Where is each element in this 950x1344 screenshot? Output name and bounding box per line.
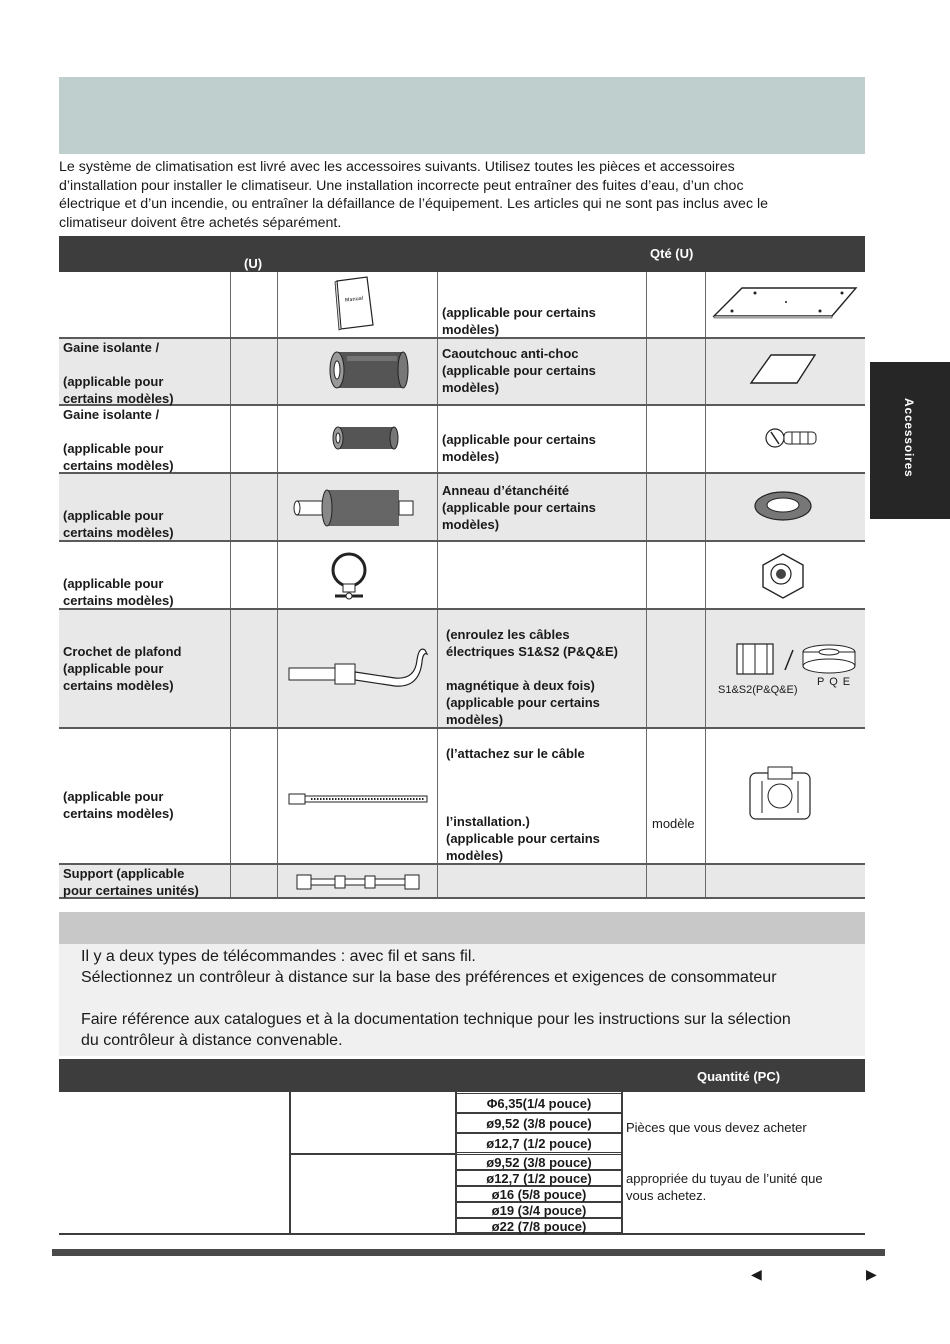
- accessory-row: [59, 406, 865, 474]
- next-page-icon[interactable]: ▶: [866, 1266, 877, 1282]
- anchor-screw-icon: [761, 420, 831, 461]
- ceiling-hook-icon: [285, 640, 435, 705]
- intro-line: Le système de climatisation est livré avec les accessoires suivants. Utilisez toutes les pièces et accessoires: [59, 159, 735, 175]
- ferrite-core-icon: [742, 763, 818, 832]
- remote-line: du contrôleur à distance convenable.: [81, 1032, 343, 1049]
- rubber-pad-icon: [749, 353, 819, 392]
- header-quantity: Quantité (PC): [697, 1069, 781, 1084]
- side-tab-accessoires[interactable]: [870, 362, 950, 519]
- remote-line: Sélectionnez un contrôleur à distance sur la base des préférences et exigences de consommateur: [81, 969, 777, 986]
- remote-text: [81, 946, 871, 1051]
- side-tab-label: Accessoires: [902, 398, 916, 478]
- ring-label-pqe: P Q E: [817, 676, 852, 688]
- accessory-row: [59, 542, 865, 610]
- pipe-size-cell: Φ6,35(1/4 pouce): [456, 1093, 622, 1113]
- support-rod-icon: [295, 871, 421, 898]
- header-qty: Qté (U): [650, 246, 694, 261]
- left-item-text: Gaine isolante / (applicable pour certains modèles): [63, 407, 174, 473]
- manual-label: Manual: [344, 295, 364, 304]
- left-item-text: Crochet de plafond (applicable pour certains modèles): [63, 644, 182, 693]
- pipe-table: [59, 1092, 865, 1235]
- intro-paragraph: [59, 158, 865, 232]
- left-item-text: (applicable pour certains modèles): [63, 576, 174, 608]
- ring-label-s1s2: S1&S2(P&Q&E): [718, 684, 798, 696]
- accessory-row: [59, 272, 865, 339]
- pipe-size-cell: ø9,52 (3/8 pouce): [456, 1154, 622, 1170]
- flare-nut-icon: [759, 552, 807, 605]
- left-item-text: (applicable pour certains modèles): [63, 789, 174, 821]
- accessory-row: [59, 339, 865, 406]
- remote-section-band: [59, 912, 865, 944]
- pipe-size-cell: ø12,7 (1/2 pouce): [456, 1170, 622, 1186]
- right-item-text: (enroulez les câbles électriques S1&S2 (P&Q&E) magnétique à deux fois) (applicable pour certains modèles): [446, 627, 618, 727]
- intro-line: d’installation pour installer le climatiseur. Une installation incorrecte peut entraîner des fuites d’eau, d’un choc: [59, 177, 744, 194]
- right-item-text: (l’attachez sur le câble l’installation.) (applicable pour certains modèles): [446, 746, 600, 863]
- section-title-band: [59, 77, 865, 154]
- footer-rule: [52, 1249, 885, 1256]
- accessory-row: [59, 474, 865, 542]
- qty-right-text: modèle: [652, 816, 695, 831]
- drain-joint-icon: [291, 484, 421, 537]
- accessory-row: [59, 865, 865, 899]
- cable-tie-icon: [287, 791, 431, 812]
- right-item-text: Anneau d’étanchéité (applicable pour certains modèles): [442, 483, 596, 532]
- intro-line: électrique et d’un incendie, ou entraîner la défaillance de l’équipement. Les articles qui ne sont pas inclus avec le: [59, 196, 769, 213]
- insulation-sheath-small-icon: [330, 424, 402, 459]
- pipe-size-cell: ø9,52 (3/8 pouce): [456, 1113, 622, 1133]
- pipe-size-cell: ø19 (3/4 pouce): [456, 1202, 622, 1218]
- remote-line: Faire référence aux catalogues et à la documentation technique pour les instructions sur la sélection: [81, 1011, 791, 1028]
- pipe-size-cell: ø12,7 (1/2 pouce): [456, 1133, 622, 1153]
- insulation-sheath-large-icon: [327, 348, 411, 397]
- right-item-text: (applicable pour certains modèles): [442, 432, 596, 464]
- accessory-row: [59, 610, 865, 729]
- pipe-note-purchase: Pièces que vous devez acheter: [626, 1120, 807, 1135]
- pipe-note-size: appropriée du tuyau de l’unité que vous achetez.: [626, 1171, 823, 1203]
- left-item-text: Support (applicable pour certaines unités): [63, 866, 199, 898]
- pipe-size-cell: ø22 (7/8 pouce): [456, 1218, 622, 1233]
- right-item-text: Caoutchouc anti-choc (applicable pour certains modèles): [442, 346, 596, 395]
- prev-page-icon[interactable]: ◀: [751, 1266, 762, 1282]
- accessory-row: [59, 729, 865, 865]
- manual-booklet-icon: [331, 275, 379, 336]
- mounting-plate-icon: [710, 284, 860, 325]
- remote-line: Il y a deux types de télécommandes : avec fil et sans fil.: [81, 948, 476, 965]
- intro-line: climatiseur doivent être achetés séparément.: [59, 214, 342, 231]
- seal-ring-icon: [751, 488, 815, 529]
- pipe-size-cell: ø16 (5/8 pouce): [456, 1186, 622, 1202]
- pipe-table-header: [59, 1059, 865, 1092]
- header-unit: (U): [244, 256, 263, 271]
- hose-clamp-icon: [329, 548, 369, 609]
- left-item-text: (applicable pour certains modèles): [63, 508, 174, 540]
- accessory-table-header: [59, 236, 865, 272]
- left-item-text: Gaine isolante / (applicable pour certains modèles): [63, 340, 174, 406]
- right-item-text: (applicable pour certains modèles): [442, 305, 596, 337]
